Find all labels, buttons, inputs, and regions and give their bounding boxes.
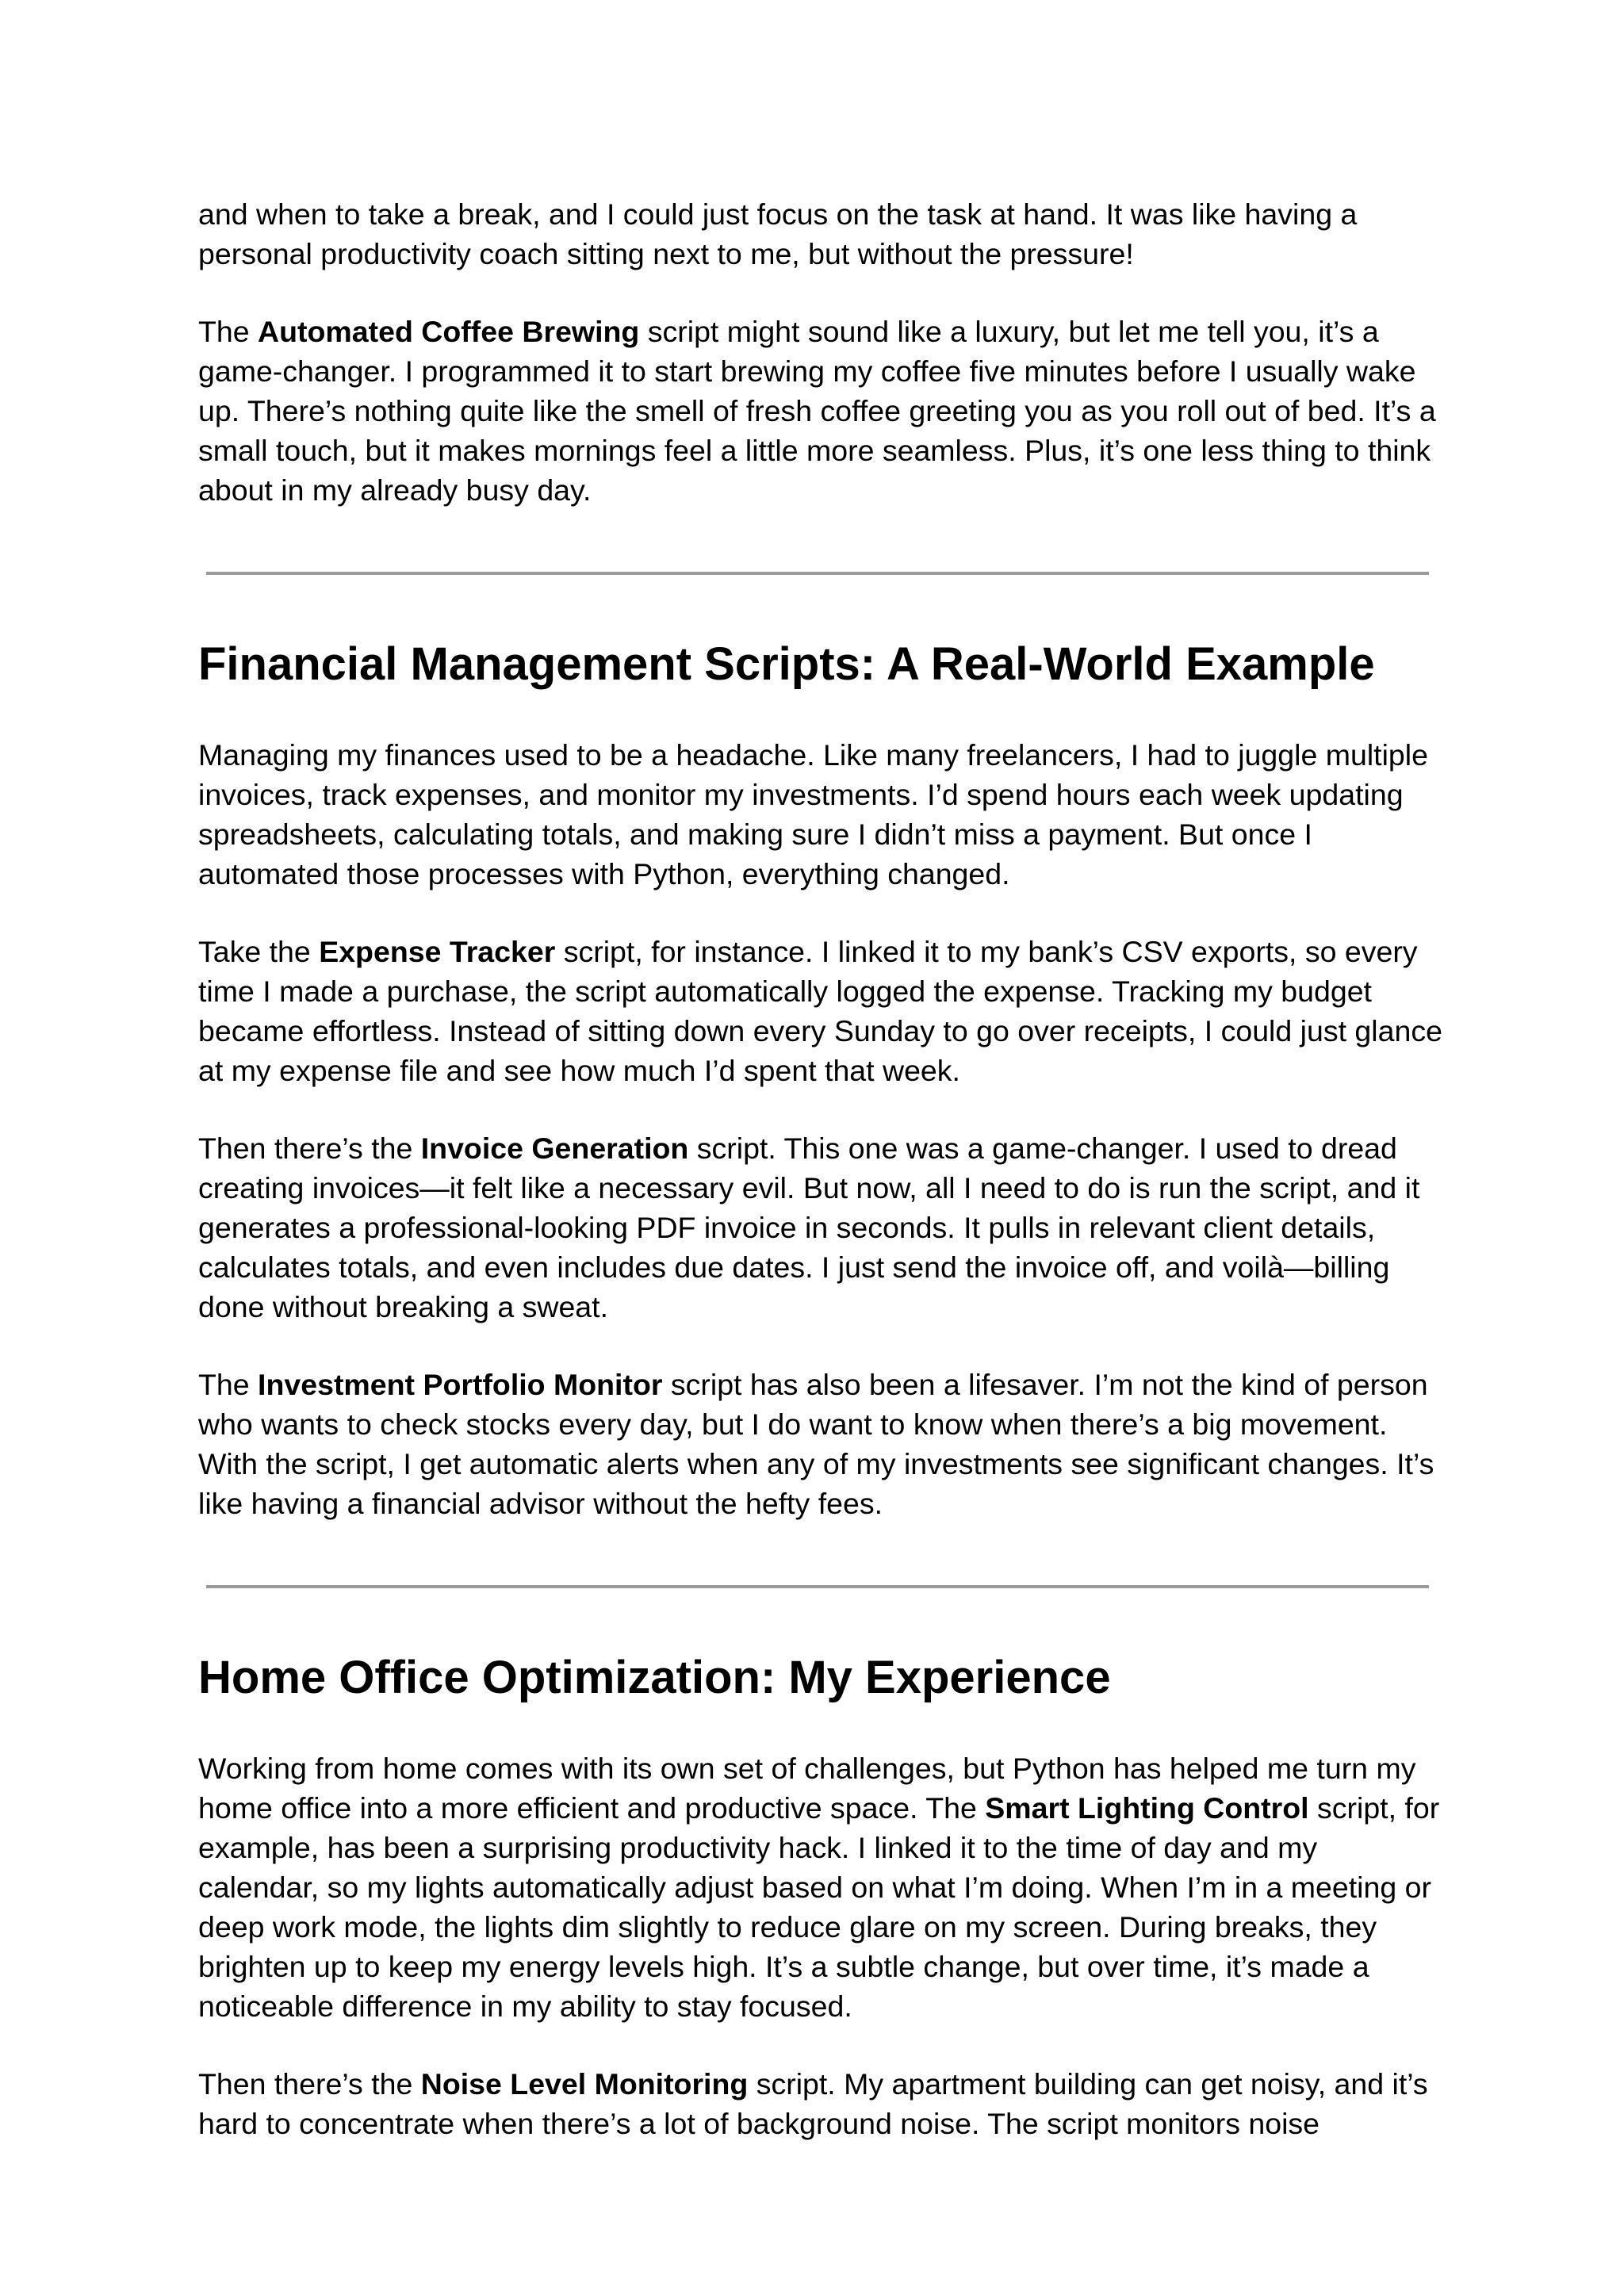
text-span: Take the [198, 935, 320, 968]
text-span: The [198, 315, 259, 348]
text-span: script has also been a lifesaver. I’m not the kind of person who wants to check stocks every day, but I do want to know when there’s a big movement. With the script, I get automatic alerts when any of my investments see significant changes. It’s like having a financial advisor without the hefty fees. [198, 1368, 1434, 1520]
home-office-paragraph-1 [198, 1748, 1443, 2026]
financial-paragraph-4 [198, 1365, 1443, 1523]
bold-term-automated-coffee-brewing: Automated Coffee Brewing [258, 315, 640, 348]
text-span: Then there’s the [198, 2067, 421, 2101]
intro-paragraph-1: and when to take a break, and I could just focus on the task at hand. It was like having a personal productivity coach sitting next to me, but without the pressure! [198, 197, 1358, 270]
financial-paragraph-1: Managing my finances used to be a headache. Like many freelancers, I had to juggle multiple invoices, track expenses, and monitor my investments. I’d spend hours each week updating spreadsheets, calculating totals, and making sure I didn’t miss a payment. But once I automated those processes with Python, everything changed. [198, 738, 1428, 890]
text-span: Then there’s the [198, 1132, 421, 1165]
bold-term-investment-portfolio-monitor: Investment Portfolio Monitor [258, 1368, 663, 1401]
section-divider [206, 572, 1429, 575]
text-span: script, for instance. I linked it to my bank’s CSV exports, so every time I made a purchase, the script automatically logged the expense. Tracking my budget became effortless. Instead of sitting down every Sunday to go over receipts, I could just glance at my expense file and see how much I’d spent that week. [198, 935, 1442, 1087]
bold-term-noise-level-monitoring: Noise Level Monitoring [420, 2067, 749, 2101]
text-span: The [198, 1368, 259, 1401]
home-office-paragraph-2 [198, 2064, 1443, 2143]
intro-paragraph-2 [198, 312, 1443, 510]
section-heading-financial: Financial Management Scripts: A Real-World Example [198, 638, 1375, 690]
section-heading-home-office: Home Office Optimization: My Experience [198, 1652, 1111, 1703]
financial-paragraph-3 [198, 1128, 1443, 1327]
text-span: script. This one was a game-changer. I used to dread creating invoices—it felt like a necessary evil. But now, all I need to do is run the script, and it generates a professional-looking PDF invoice in seconds. It pulls in relevant client details, calculates totals, and even includes due dates. I just send the invoice off, and voilà—billing done without breaking a sweat. [198, 1132, 1420, 1323]
section-divider [206, 1585, 1429, 1588]
bold-term-smart-lighting-control: Smart Lighting Control [985, 1791, 1309, 1825]
document-page [198, 194, 1443, 2181]
bold-term-expense-tracker: Expense Tracker [319, 935, 556, 968]
text-span: script, for example, has been a surprising productivity hack. I linked it to the time of day and my calendar, so my lights automatically adjust based on what I’m doing. When I’m in a meeting or deep work mode, the lights dim slightly to reduce glare on my screen. During breaks, they brighten up to keep my energy levels high. It’s a subtle change, but over time, it’s made a noticeable difference in my ability to stay focused. [198, 1791, 1440, 2023]
text-span: script. My apartment building can get noisy, and it’s hard to concentrate when there’s a lot of background noise. The script monitors noise [198, 2067, 1428, 2140]
financial-paragraph-2 [198, 932, 1443, 1090]
text-span: Working from home comes with its own set of challenges, but Python has helped me turn my home office into a more efficient and productive space. The [198, 1752, 1416, 1825]
text-span: script might sound like a luxury, but let me tell you, it’s a game-changer. I programmed it to start brewing my coffee five minutes before I usually wake up. There’s nothing quite like the smell of fresh coffee greeting you as you roll out of bed. It’s a small touch, but it makes mornings feel a little more seamless. Plus, it’s one less thing to think about in my already busy day. [198, 315, 1436, 507]
bold-term-invoice-generation: Invoice Generation [420, 1132, 689, 1165]
